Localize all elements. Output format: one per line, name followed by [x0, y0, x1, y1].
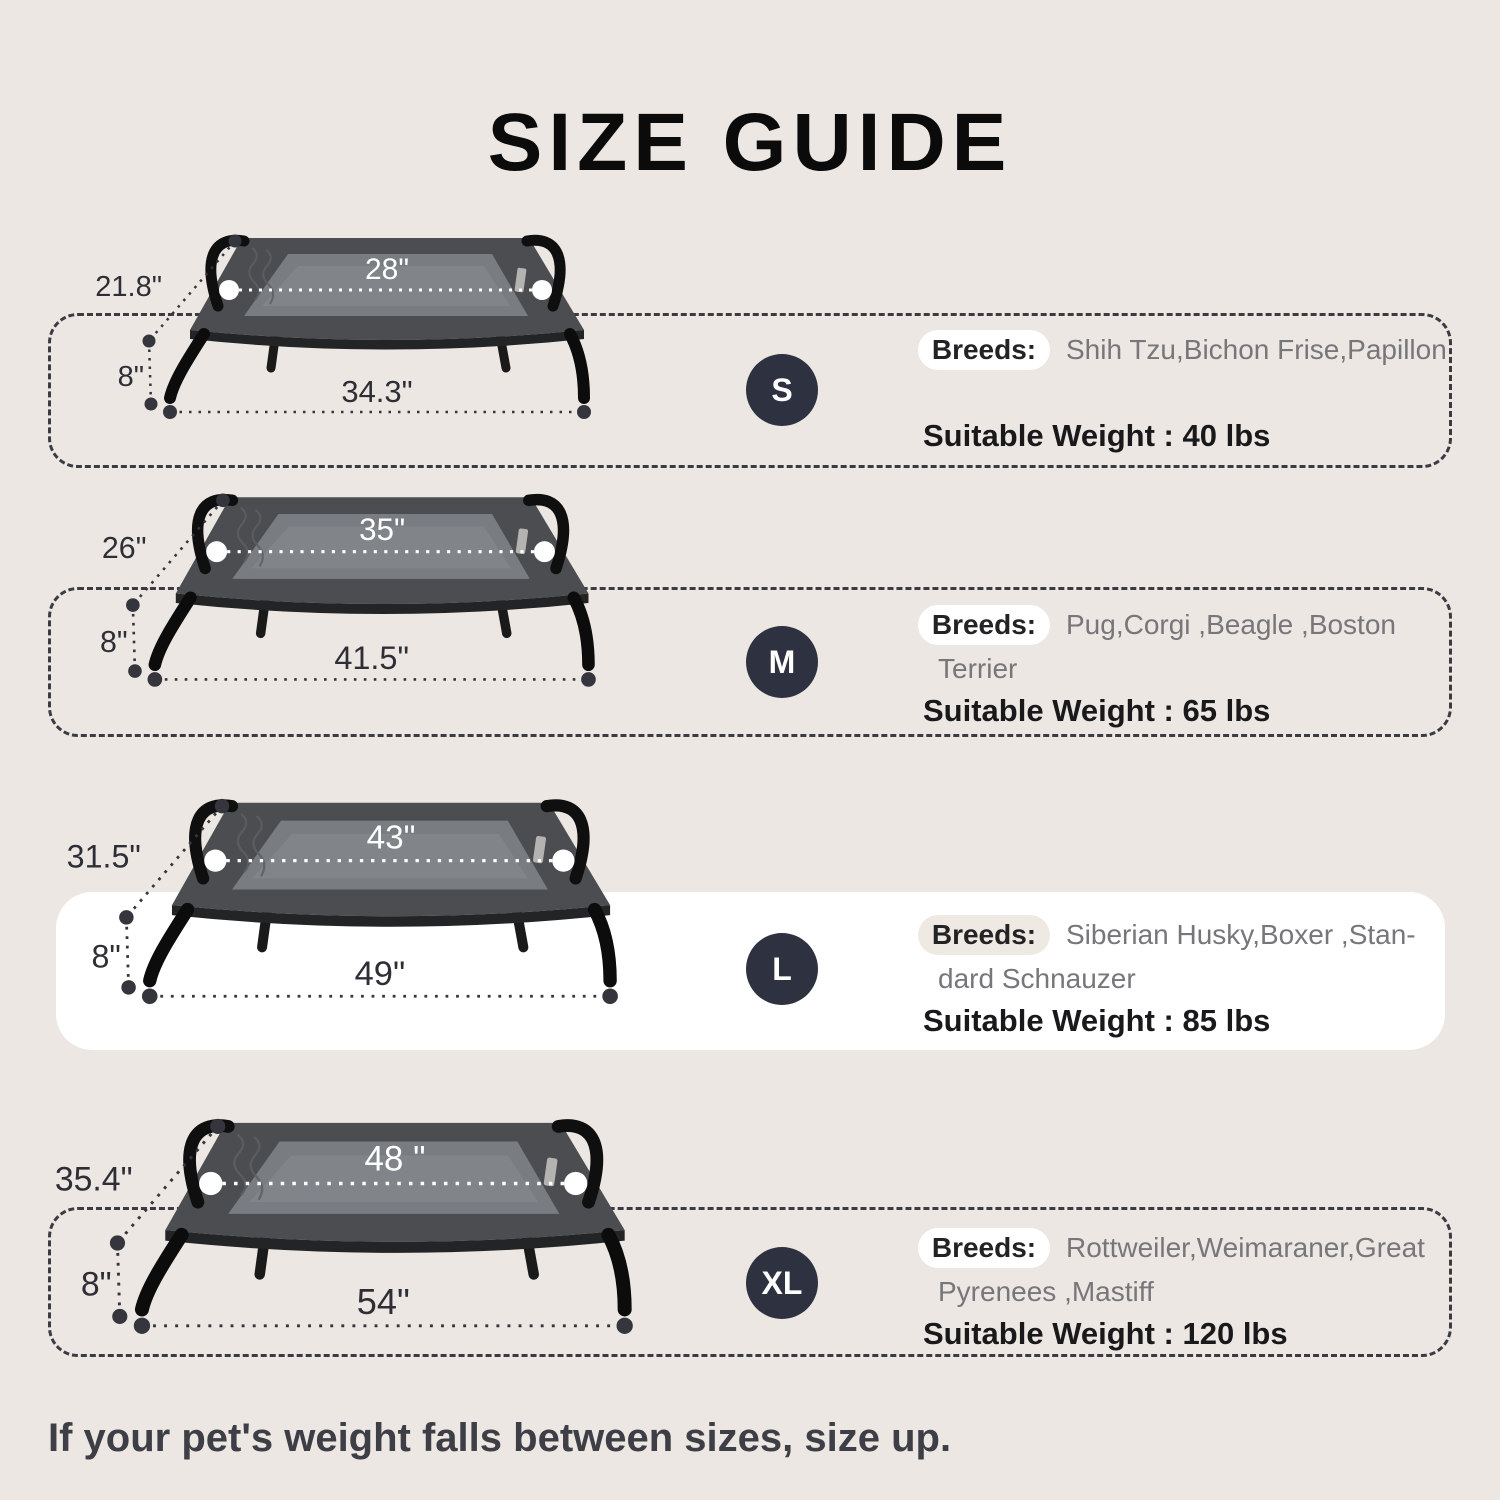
- row-m-info: [918, 605, 1438, 735]
- row-xl-info: [918, 1228, 1438, 1358]
- dim-width-label: 48 ": [364, 1139, 426, 1179]
- size-badge-m: M: [746, 626, 818, 698]
- suitable-weight: Suitable Weight : 40 lbs: [923, 418, 1271, 453]
- dim-width-label: 35": [359, 512, 406, 548]
- sizing-note: If your pet's weight falls between sizes, size up.: [48, 1416, 952, 1460]
- dim-height-label: 8": [117, 361, 144, 393]
- row-l-info: [918, 915, 1438, 1045]
- dim-height-label: 8": [91, 938, 121, 975]
- breeds-label: Breeds:: [918, 915, 1050, 955]
- breeds-list: Pug,Corgi ,Beagle ,Boston: [1066, 609, 1396, 640]
- suitable-weight: Suitable Weight : 85 lbs: [923, 1003, 1271, 1038]
- dog-bed-illustration-s: [92, 234, 592, 424]
- dim-depth-label: 26": [101, 531, 147, 565]
- dim-depth-label: 31.5": [66, 838, 141, 875]
- dim-width-label: 28": [364, 253, 410, 286]
- dim-length-label: 54": [356, 1281, 410, 1323]
- dim-height-label: 8": [80, 1265, 112, 1304]
- dim-length-label: 41.5": [334, 639, 410, 676]
- dog-bed-illustration-xl: [51, 1118, 634, 1340]
- dim-length-label: 34.3": [341, 374, 413, 409]
- breeds-label: Breeds:: [918, 1228, 1050, 1268]
- breeds-label: Breeds:: [918, 330, 1050, 370]
- breeds-list: Rottweiler,Weimaraner,Great: [1066, 1232, 1425, 1263]
- breeds-label: Breeds:: [918, 605, 1050, 645]
- size-badge-l: L: [746, 933, 818, 1005]
- dog-bed-illustration-m: [73, 493, 597, 692]
- dim-height-label: 8": [99, 626, 128, 660]
- breeds-list-line2: dard Schnauzer: [938, 963, 1136, 994]
- breeds-list: Shih Tzu,Bichon Frise,Papillon: [1066, 334, 1447, 365]
- size-badge-xl: XL: [746, 1247, 818, 1319]
- breeds-list: Siberian Husky,Boxer ,Stan-: [1066, 919, 1416, 950]
- dim-depth-label: 21.8": [95, 271, 162, 303]
- breeds-list-line2: Terrier: [938, 653, 1018, 684]
- breeds-list-line2: Pyrenees ,Mastiff: [938, 1276, 1154, 1307]
- dim-depth-label: 35.4": [54, 1160, 133, 1199]
- dog-bed-illustration-l: [63, 798, 619, 1010]
- row-s-info: [918, 330, 1447, 460]
- dim-width-label: 43": [366, 819, 416, 857]
- size-badge-s: S: [746, 354, 818, 426]
- suitable-weight: Suitable Weight : 120 lbs: [923, 1316, 1288, 1351]
- suitable-weight: Suitable Weight : 65 lbs: [923, 693, 1271, 728]
- dim-length-label: 49": [354, 955, 406, 994]
- page-title: SIZE GUIDE: [487, 97, 1013, 188]
